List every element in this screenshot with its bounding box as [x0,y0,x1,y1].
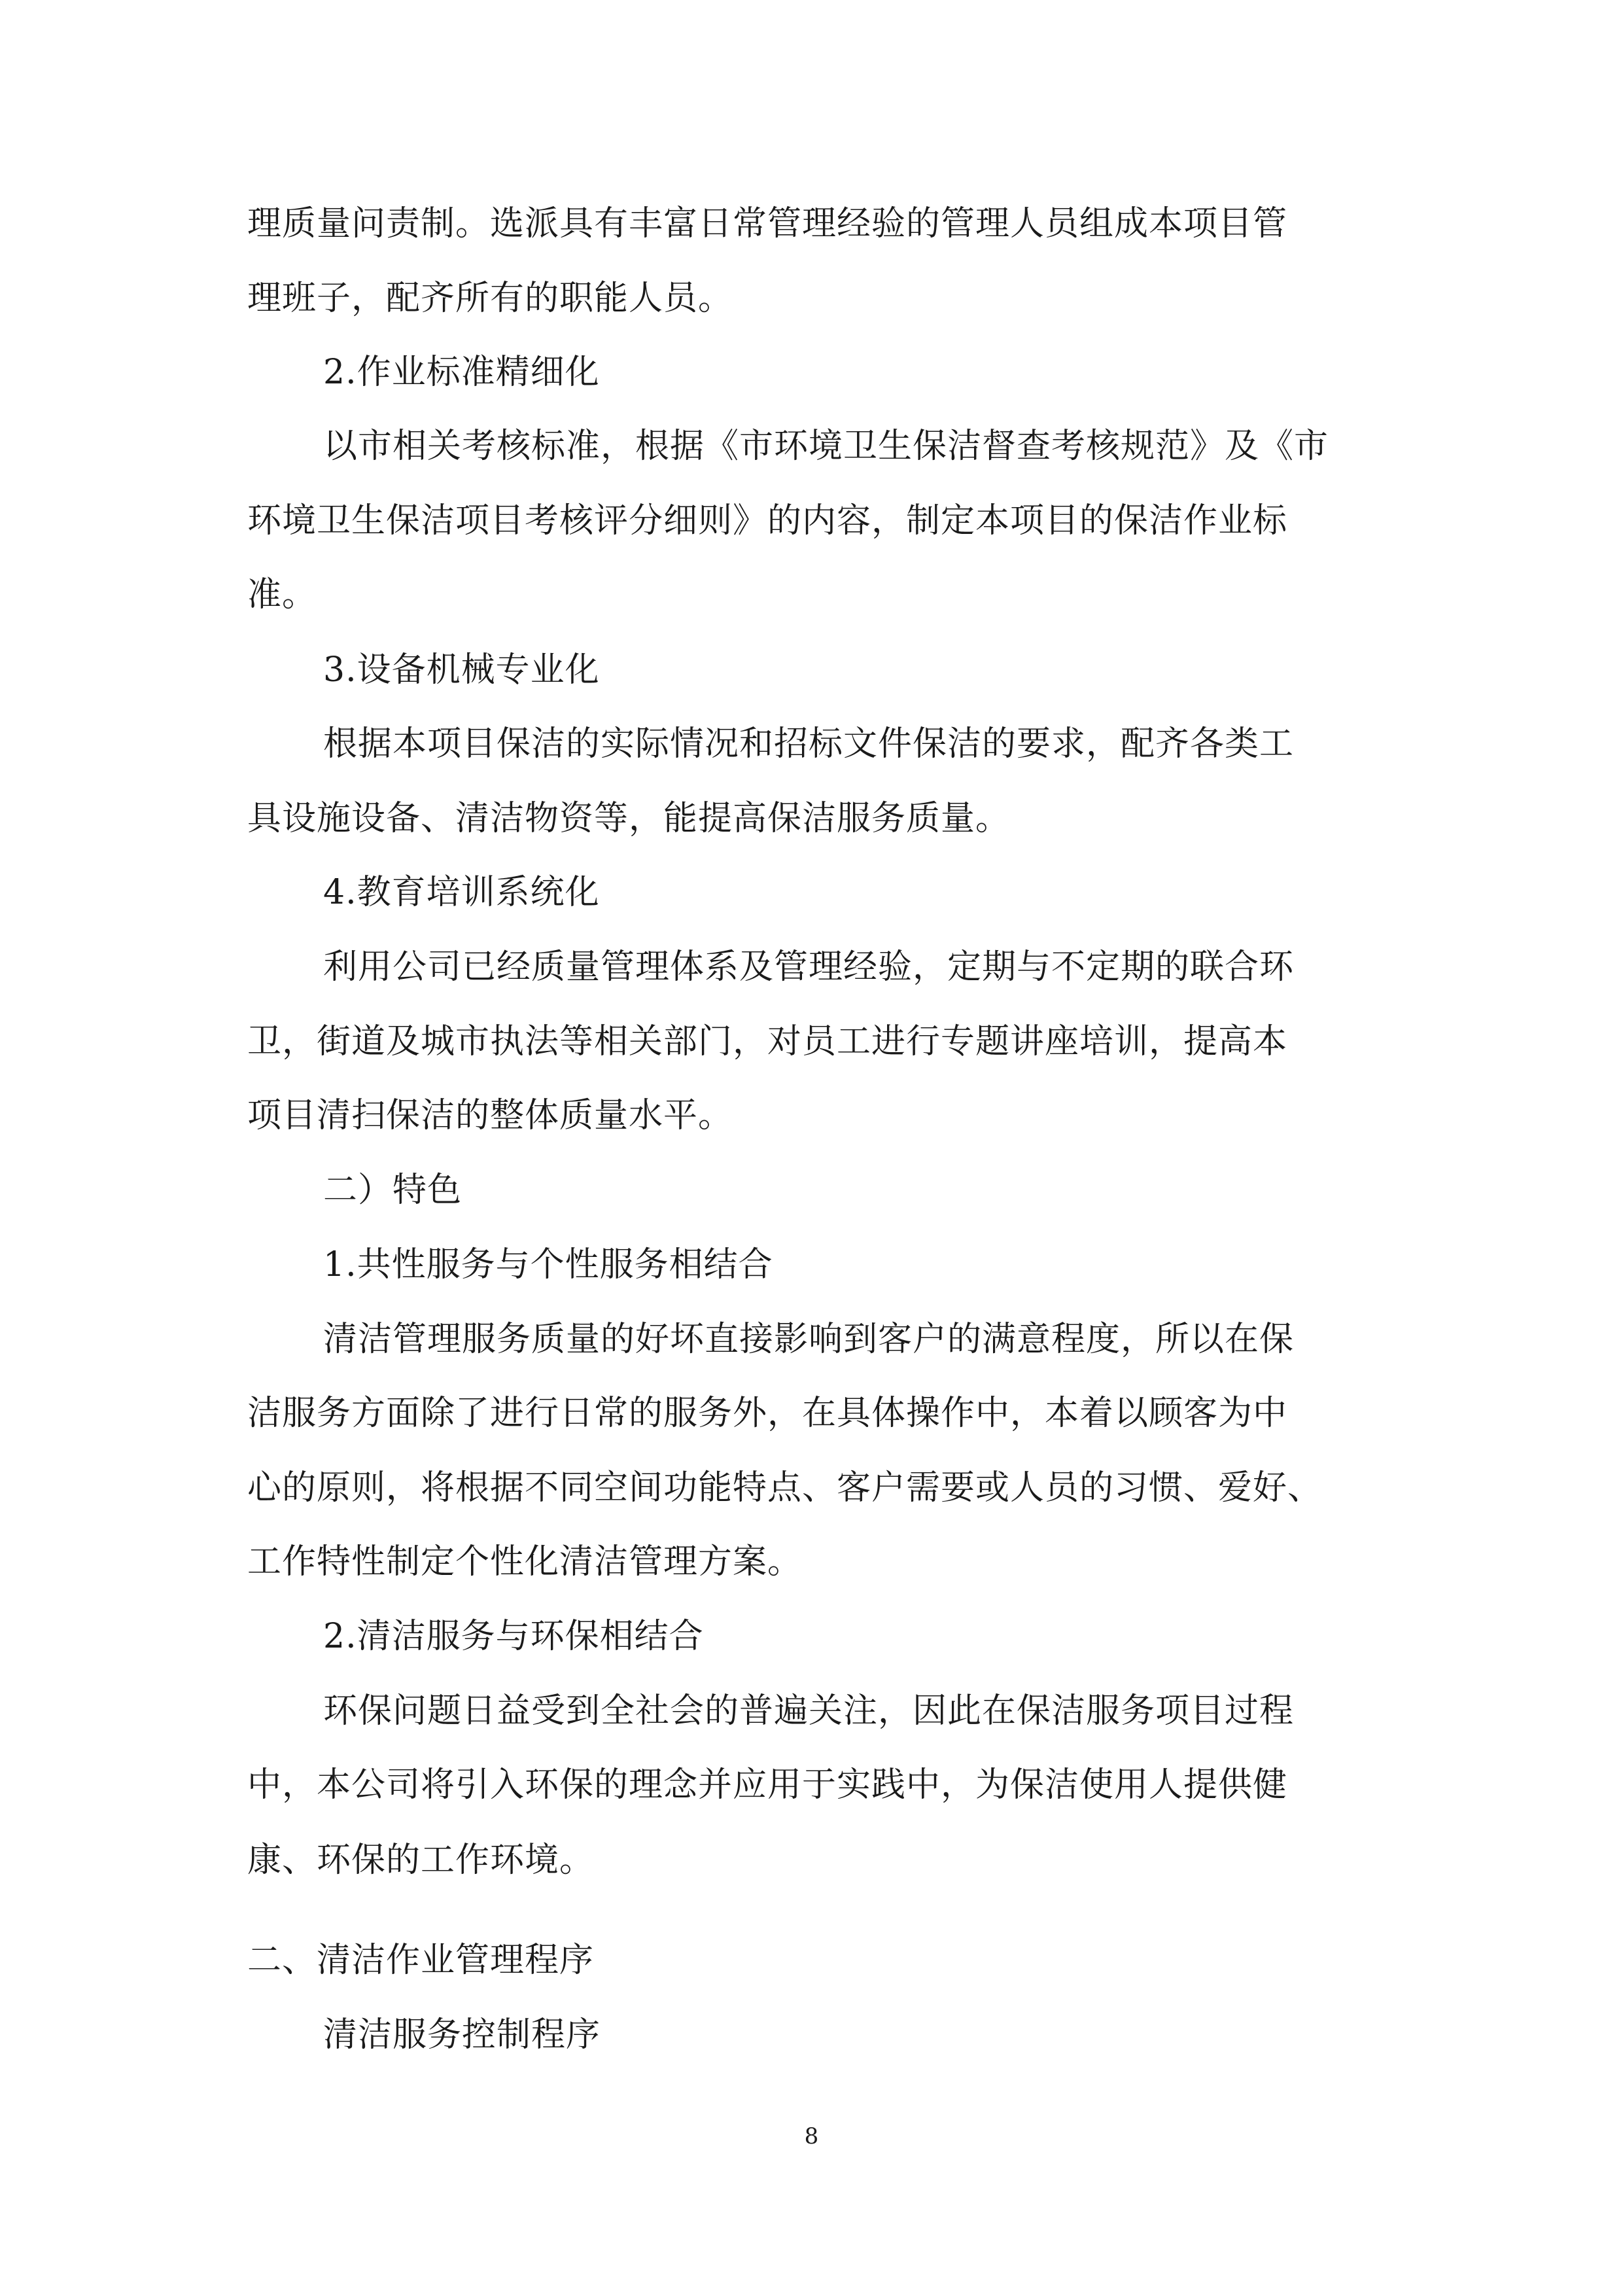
paragraph-line: 准。 [247,575,317,614]
paragraph-line: 项目清扫保洁的整体质量水平。 [247,1096,733,1135]
paragraph-line: 具设施设备、清洁物资等，能提高保洁服务质量。 [247,799,1011,838]
paragraph-line: 理班子，配齐所有的职能人员。 [247,279,733,318]
subheading-environmental: 2.清洁服务与环保相结合 [323,1617,704,1656]
section-heading: 二、清洁作业管理程序 [247,1941,595,1980]
subheading-common-personal: 1.共性服务与个性服务相结合 [323,1245,773,1284]
paragraph-line: 心的原则，将根据不同空间功能特点、客户需要或人员的习惯、爱好、 [247,1468,1323,1508]
paragraph-line: 洁服务方面除了进行日常的服务外，在具体操作中，本着以顾客为中 [247,1394,1288,1433]
paragraph-line: 根据本项目保洁的实际情况和招标文件保洁的要求，配齐各类工 [323,724,1295,764]
paragraph-line: 清洁管理服务质量的好坏直接影响到客户的满意程度，所以在保 [323,1320,1295,1359]
subsection-heading: 清洁服务控制程序 [323,2015,601,2055]
heading-features: 二）特色 [323,1171,462,1210]
paragraph-line: 以市相关考核标准，根据《市环境卫生保洁督查考核规范》及《市 [323,427,1329,466]
paragraph-line: 工作特性制定个性化清洁管理方案。 [247,1542,803,1581]
paragraph-line: 环境卫生保洁项目考核评分细则》的内容，制定本项目的保洁作业标 [247,501,1288,540]
paragraph-line: 利用公司已经质量管理体系及管理经验，定期与不定期的联合环 [323,947,1295,987]
paragraph-line: 中，本公司将引入环保的理念并应用于实践中，为保洁使用人提供健 [247,1765,1288,1805]
paragraph-line: 环保问题日益受到全社会的普遍关注，因此在保洁服务项目过程 [323,1691,1295,1731]
paragraph-line: 理质量问责制。选派具有丰富日常管理经验的管理人员组成本项目管 [247,204,1288,243]
paragraph-line: 康、环保的工作环境。 [247,1841,595,1880]
subheading-training: 4.教育培训系统化 [323,873,600,912]
page-number: 8 [804,2123,819,2149]
subheading-equipment: 3.设备机械专业化 [323,650,600,690]
paragraph-line: 卫，街道及城市执法等相关部门，对员工进行专题讲座培训，提高本 [247,1022,1288,1061]
subheading-standards: 2.作业标准精细化 [323,353,600,392]
